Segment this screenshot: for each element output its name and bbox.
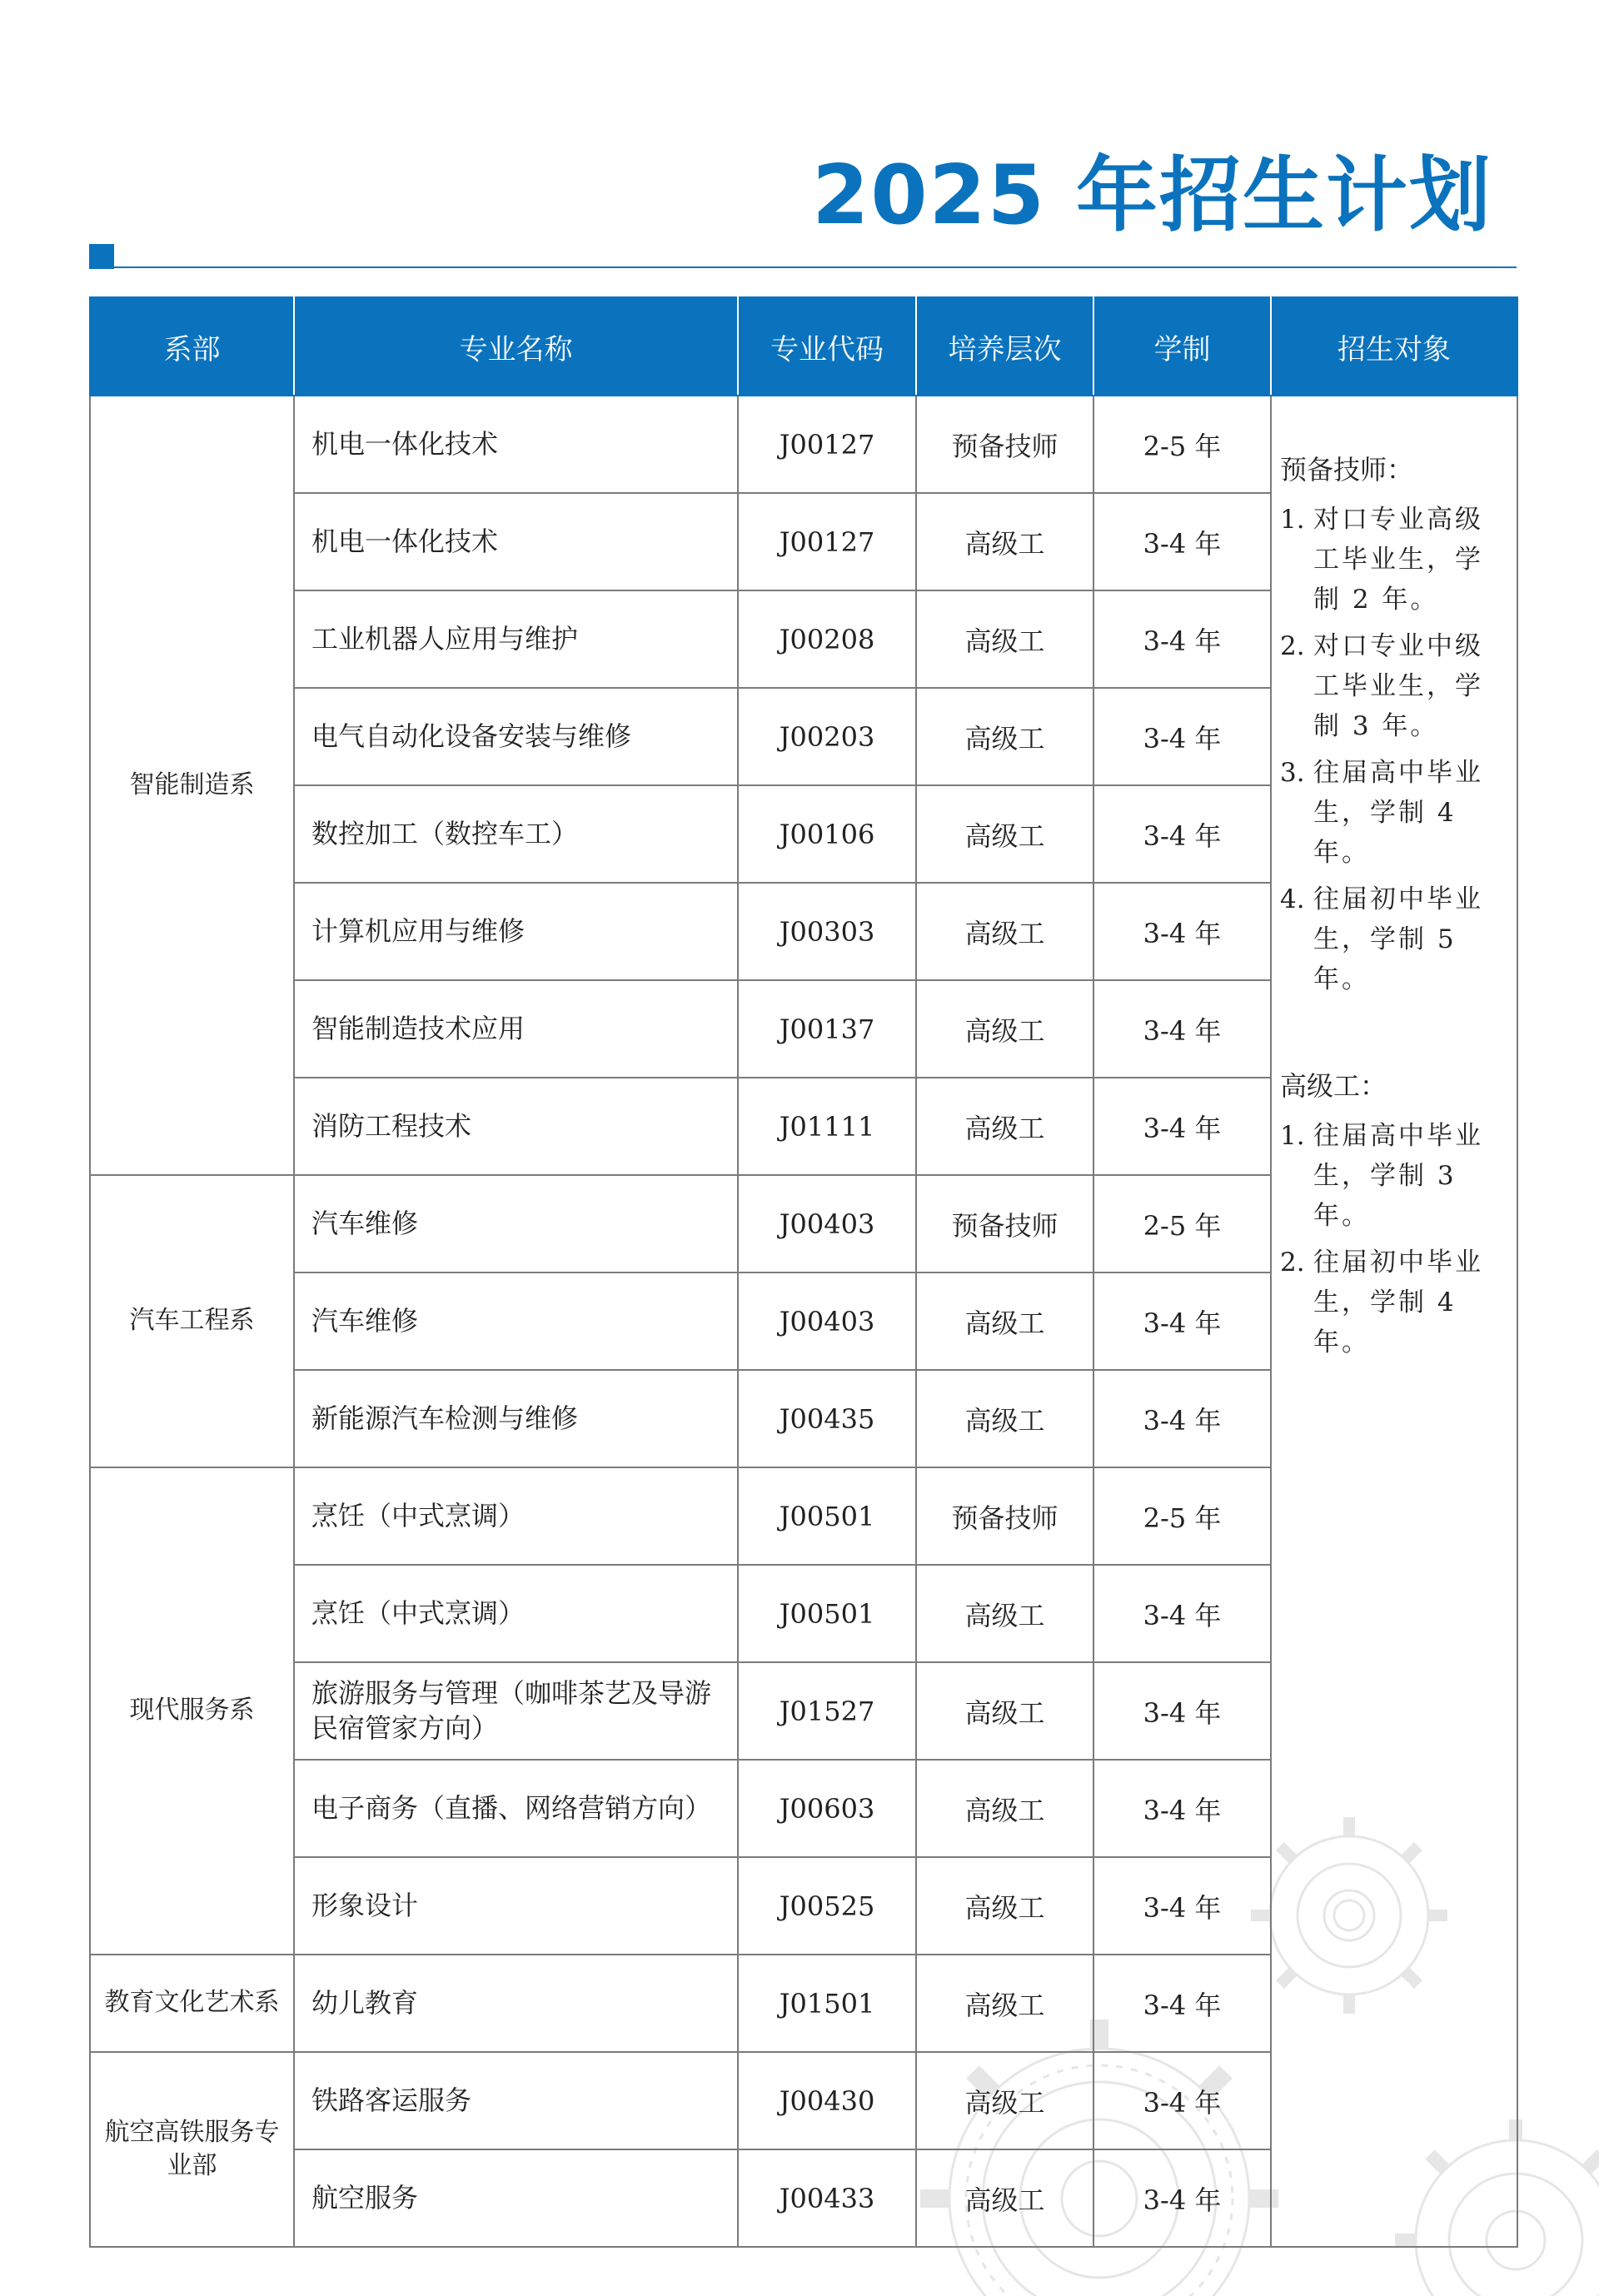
major-code-cell: J00203 [738, 688, 916, 785]
duration-cell: 2-5 年 [1093, 396, 1271, 493]
major-code-cell: J00525 [738, 1857, 916, 1955]
major-name-cell: 航空服务 [294, 2149, 738, 2247]
department-cell: 智能制造系 [90, 396, 294, 1175]
table-header-row [90, 297, 1517, 396]
major-code-cell: J01111 [738, 1078, 916, 1175]
target-item-number: 1. [1280, 1120, 1305, 1151]
target-item-text: 往届高中毕业生，学制 4 年。 [1313, 757, 1483, 868]
training-level-cell: 高级工 [916, 1565, 1093, 1662]
major-name-cell: 旅游服务与管理（咖啡茶艺及导游民宿管家方向） [294, 1662, 738, 1760]
target-group-heading: 高级工： [1280, 1070, 1387, 1103]
target-list-item [1280, 626, 1507, 746]
duration-cell: 3-4 年 [1093, 1760, 1271, 1857]
major-code-cell: J00430 [738, 2052, 916, 2149]
department-cell: 教育文化艺术系 [90, 1955, 294, 2052]
target-item-text: 往届初中毕业生，学制 5 年。 [1313, 884, 1483, 995]
target-item-number: 3. [1280, 757, 1305, 788]
duration-cell: 3-4 年 [1093, 980, 1271, 1078]
header-training-level: 培养层次 [916, 297, 1093, 396]
duration-cell: 3-4 年 [1093, 493, 1271, 590]
header-major-name: 专业名称 [294, 297, 738, 396]
target-list-item [1280, 879, 1507, 999]
major-code-cell: J00403 [738, 1175, 916, 1273]
training-level-cell: 高级工 [916, 2149, 1093, 2247]
department-cell: 汽车工程系 [90, 1175, 294, 1467]
table-row [90, 396, 1517, 493]
major-name-cell: 新能源汽车检测与维修 [294, 1370, 738, 1467]
header-target-students: 招生对象 [1271, 297, 1517, 396]
duration-cell: 2-5 年 [1093, 1467, 1271, 1565]
enrollment-plan-table [89, 296, 1518, 2248]
training-level-cell: 高级工 [916, 1662, 1093, 1760]
training-level-cell: 高级工 [916, 1857, 1093, 1955]
training-level-cell: 高级工 [916, 785, 1093, 883]
major-code-cell: J00127 [738, 493, 916, 590]
training-level-cell: 高级工 [916, 980, 1093, 1078]
duration-cell: 2-5 年 [1093, 1175, 1271, 1273]
duration-cell: 3-4 年 [1093, 2149, 1271, 2247]
target-item-number: 4. [1280, 884, 1305, 915]
target-item-number: 2. [1280, 1247, 1305, 1277]
target-list-item [1280, 500, 1507, 620]
target-item-number: 2. [1280, 630, 1305, 661]
duration-cell: 3-4 年 [1093, 1955, 1271, 2052]
training-level-cell: 高级工 [916, 2052, 1093, 2149]
major-code-cell: J00501 [738, 1565, 916, 1662]
duration-cell: 3-4 年 [1093, 688, 1271, 785]
training-level-cell: 高级工 [916, 1370, 1093, 1467]
major-name-cell: 形象设计 [294, 1857, 738, 1955]
major-name-cell: 电气自动化设备安装与维修 [294, 688, 738, 785]
training-level-cell: 预备技师 [916, 396, 1093, 493]
major-name-cell: 工业机器人应用与维护 [294, 590, 738, 688]
target-item-text: 对口专业高级工毕业生，学制 2 年。 [1313, 504, 1483, 615]
major-name-cell: 烹饪（中式烹调） [294, 1467, 738, 1565]
major-code-cell: J00106 [738, 785, 916, 883]
training-level-cell: 高级工 [916, 1955, 1093, 2052]
header-major-code: 专业代码 [738, 297, 916, 396]
major-name-cell: 幼儿教育 [294, 1955, 738, 2052]
duration-cell: 3-4 年 [1093, 1662, 1271, 1760]
duration-cell: 3-4 年 [1093, 1857, 1271, 1955]
duration-cell: 3-4 年 [1093, 1370, 1271, 1467]
training-level-cell: 高级工 [916, 883, 1093, 980]
duration-cell: 3-4 年 [1093, 1273, 1271, 1370]
training-level-cell: 高级工 [916, 688, 1093, 785]
major-name-cell: 电子商务（直播、网络营销方向） [294, 1760, 738, 1857]
major-code-cell: J00208 [738, 590, 916, 688]
header-accent-square [89, 244, 114, 269]
training-level-cell: 高级工 [916, 1078, 1093, 1175]
major-name-cell: 计算机应用与维修 [294, 883, 738, 980]
target-item-text: 对口专业中级工毕业生，学制 3 年。 [1313, 630, 1483, 741]
training-level-cell: 高级工 [916, 1760, 1093, 1857]
duration-cell: 3-4 年 [1093, 883, 1271, 980]
target-list-item [1280, 753, 1507, 873]
major-name-cell: 智能制造技术应用 [294, 980, 738, 1078]
target-list-item [1280, 1116, 1507, 1236]
major-code-cell: J01527 [738, 1662, 916, 1760]
major-code-cell: J00435 [738, 1370, 916, 1467]
target-students-cell [1271, 396, 1517, 2247]
training-level-cell: 高级工 [916, 1273, 1093, 1370]
duration-cell: 3-4 年 [1093, 2052, 1271, 2149]
training-level-cell: 预备技师 [916, 1467, 1093, 1565]
major-code-cell: J00603 [738, 1760, 916, 1857]
training-level-cell: 预备技师 [916, 1175, 1093, 1273]
major-code-cell: J00501 [738, 1467, 916, 1565]
department-cell: 现代服务系 [90, 1467, 294, 1955]
training-level-cell: 高级工 [916, 493, 1093, 590]
major-code-cell: J00303 [738, 883, 916, 980]
major-name-cell: 数控加工（数控车工） [294, 785, 738, 883]
page-title: 2025 年招生计划 [812, 148, 1492, 243]
major-code-cell: J00403 [738, 1273, 916, 1370]
major-name-cell: 汽车维修 [294, 1273, 738, 1370]
header-department: 系部 [90, 297, 294, 396]
header-duration: 学制 [1093, 297, 1271, 396]
major-code-cell: J00433 [738, 2149, 916, 2247]
duration-cell: 3-4 年 [1093, 1565, 1271, 1662]
duration-cell: 3-4 年 [1093, 590, 1271, 688]
major-name-cell: 铁路客运服务 [294, 2052, 738, 2149]
major-name-cell: 烹饪（中式烹调） [294, 1565, 738, 1662]
training-level-cell: 高级工 [916, 590, 1093, 688]
major-code-cell: J00127 [738, 396, 916, 493]
major-name-cell: 机电一体化技术 [294, 493, 738, 590]
major-name-cell: 机电一体化技术 [294, 396, 738, 493]
target-list-item [1280, 1243, 1507, 1362]
major-code-cell: J00137 [738, 980, 916, 1078]
target-item-text: 往届初中毕业生，学制 4 年。 [1313, 1247, 1483, 1357]
duration-cell: 3-4 年 [1093, 1078, 1271, 1175]
target-item-text: 往届高中毕业生，学制 3 年。 [1313, 1120, 1483, 1231]
major-code-cell: J01501 [738, 1955, 916, 2052]
major-name-cell: 汽车维修 [294, 1175, 738, 1273]
header-divider-line [89, 266, 1517, 268]
target-item-number: 1. [1280, 504, 1305, 535]
major-name-cell: 消防工程技术 [294, 1078, 738, 1175]
duration-cell: 3-4 年 [1093, 785, 1271, 883]
department-cell: 航空高铁服务专业部 [90, 2052, 294, 2247]
target-group-heading: 预备技师： [1280, 454, 1414, 486]
